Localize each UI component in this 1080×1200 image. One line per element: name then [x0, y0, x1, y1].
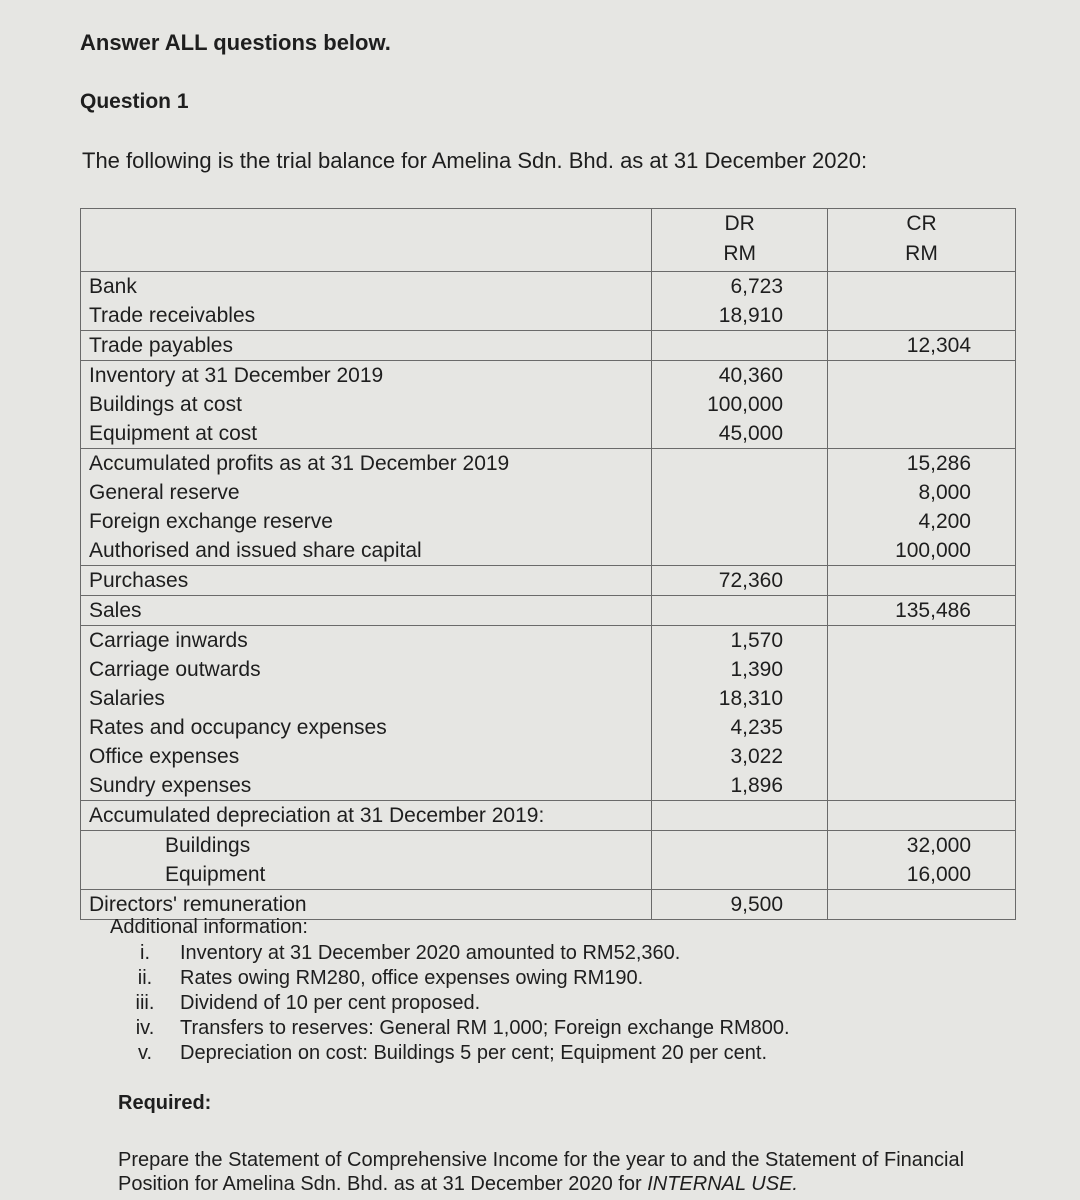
item-number: i.: [140, 942, 150, 964]
debit-amount: 18,910: [718, 304, 784, 327]
debit-amount: 45,000: [718, 422, 784, 445]
item-number: v.: [137, 1042, 153, 1064]
account-name-cell: [81, 361, 652, 449]
account-name: Salaries: [89, 687, 165, 710]
credit-amount-cell: [828, 566, 1016, 596]
account-name: Directors' remuneration: [89, 893, 307, 916]
debit-amount-cell: [652, 272, 828, 331]
debit-amount: 3,022: [730, 745, 784, 768]
item-text: Dividend of 10 per cent proposed.: [180, 992, 481, 1014]
account-name: Foreign exchange reserve: [89, 510, 333, 533]
credit-amount: 8,000: [918, 481, 971, 504]
credit-amount: [832, 742, 971, 771]
account-name: General reserve: [89, 481, 240, 504]
item-number: ii.: [137, 967, 153, 989]
debit-amount: [656, 331, 783, 360]
additional-title: Additional information:: [110, 916, 308, 938]
table-row-group: [81, 449, 1016, 566]
debit-amount: [656, 507, 783, 536]
instructions-heading: Answer ALL questions below.: [80, 30, 391, 55]
debit-amount: 18,310: [718, 687, 784, 710]
credit-amount: [832, 684, 971, 713]
account-name: Buildings at cost: [89, 393, 242, 416]
debit-amount: [656, 860, 783, 889]
account-name-cell: [81, 890, 652, 920]
table-header-row: [81, 209, 1016, 272]
account-name: Sundry expenses: [89, 774, 252, 797]
credit-amount: [832, 301, 971, 330]
account-name: Equipment: [165, 863, 266, 886]
debit-amount: 6,723: [730, 275, 784, 298]
debit-amount-cell: [652, 596, 828, 626]
debit-amount: 4,235: [730, 716, 784, 739]
credit-amount-cell: [828, 272, 1016, 331]
table-row-group: [81, 801, 1016, 831]
account-name: Sales: [89, 599, 142, 622]
credit-amount-cell: [828, 596, 1016, 626]
account-name: Buildings: [165, 834, 251, 857]
cr-header-unit: RM: [905, 242, 938, 265]
credit-amount: [832, 390, 971, 419]
cr-header-label: CR: [906, 212, 937, 235]
debit-amount: [656, 801, 783, 830]
credit-amount: [832, 655, 971, 684]
account-name-cell: [81, 596, 652, 626]
credit-amount: 15,286: [906, 452, 971, 475]
item-number: iii.: [135, 992, 155, 1014]
credit-amount: [832, 419, 971, 448]
debit-amount-cell: [652, 626, 828, 801]
debit-amount: [656, 536, 783, 565]
debit-amount: 72,360: [718, 569, 784, 592]
account-name-cell: [81, 801, 652, 831]
account-name-cell: [81, 626, 652, 801]
debit-amount-cell: [652, 361, 828, 449]
account-name: Inventory at 31 December 2019: [89, 364, 384, 387]
credit-amount: [832, 566, 971, 595]
debit-amount-cell: [652, 801, 828, 831]
account-name: Trade payables: [89, 334, 233, 357]
account-name: Rates and occupancy expenses: [89, 716, 387, 739]
account-name-cell: [81, 566, 652, 596]
credit-amount: 12,304: [906, 334, 971, 357]
credit-amount: 135,486: [895, 599, 971, 622]
debit-amount: [656, 596, 783, 625]
account-name: Authorised and issued share capital: [89, 539, 422, 562]
additional-list: [110, 941, 790, 1066]
account-name: Bank: [89, 275, 137, 298]
required-text-italic: INTERNAL USE.: [647, 1173, 798, 1195]
item-text: Inventory at 31 December 2020 amounted to RM52,360.: [180, 942, 681, 964]
credit-amount-cell: [828, 801, 1016, 831]
account-name: Purchases: [89, 569, 189, 592]
required-text: [118, 1148, 998, 1196]
credit-amount-cell: [828, 361, 1016, 449]
item-number: iv.: [135, 1017, 155, 1039]
dr-header: [652, 209, 828, 272]
dr-header-unit: RM: [723, 242, 757, 265]
table-row-group: [81, 566, 1016, 596]
question-title: Question 1: [80, 90, 189, 113]
account-name: Office expenses: [89, 745, 240, 768]
credit-amount: 4,200: [918, 510, 971, 533]
account-name: Accumulated profits as at 31 December 2019: [89, 452, 510, 475]
debit-amount: 100,000: [707, 393, 784, 416]
table-row-group: [81, 331, 1016, 361]
debit-amount: 1,896: [730, 774, 784, 797]
dr-header-label: DR: [724, 212, 755, 235]
debit-amount: [656, 831, 783, 860]
debit-amount-cell: [652, 331, 828, 361]
table-row-group: [81, 890, 1016, 920]
account-name: Equipment at cost: [89, 422, 258, 445]
item-text: Depreciation on cost: Buildings 5 per cent; Equipment 20 per cent.: [180, 1042, 768, 1064]
account-name: Carriage outwards: [89, 658, 261, 681]
trial-balance-body: [81, 272, 1016, 920]
credit-amount: [832, 626, 971, 655]
list-item: [110, 1016, 790, 1041]
list-item: [110, 991, 790, 1016]
credit-amount-cell: [828, 331, 1016, 361]
debit-amount: 1,570: [730, 629, 784, 652]
required-label: Required:: [118, 1092, 212, 1114]
credit-amount: [832, 801, 971, 830]
account-name: Carriage inwards: [89, 629, 248, 652]
item-text: Rates owing RM280, office expenses owing RM190.: [180, 967, 644, 989]
list-item: [110, 966, 790, 991]
account-name-cell: [81, 272, 652, 331]
credit-amount: [832, 890, 971, 919]
debit-amount: 40,360: [718, 364, 784, 387]
credit-amount-cell: [828, 890, 1016, 920]
debit-amount-cell: [652, 566, 828, 596]
table-row-group: [81, 596, 1016, 626]
debit-amount: 9,500: [730, 893, 784, 916]
debit-amount: 1,390: [730, 658, 784, 681]
debit-amount-cell: [652, 890, 828, 920]
additional-information: [110, 916, 790, 1066]
account-name-cell: [81, 449, 652, 566]
debit-amount: [656, 478, 783, 507]
list-item: [110, 941, 790, 966]
account-name: Trade receivables: [89, 304, 256, 327]
trial-balance-table: [80, 208, 1016, 920]
table-row-group: [81, 272, 1016, 331]
debit-amount: [656, 449, 783, 478]
table-row-group: [81, 831, 1016, 890]
cr-header: [828, 209, 1016, 272]
credit-amount: [832, 713, 971, 742]
debit-amount-cell: [652, 831, 828, 890]
account-name: Accumulated depreciation at 31 December 2019:: [89, 804, 545, 827]
list-item: [110, 1041, 790, 1066]
table-row-group: [81, 361, 1016, 449]
required-text-main: Prepare the Statement of Comprehensive Income for the year to and the Statement of Financial Position for Amelina Sdn. Bhd. as at 31 December 2020 for: [118, 1149, 965, 1195]
credit-amount: [832, 361, 971, 390]
credit-amount: 16,000: [906, 863, 971, 886]
credit-amount: [832, 272, 971, 301]
account-name-cell: [81, 331, 652, 361]
debit-amount-cell: [652, 449, 828, 566]
credit-amount-cell: [828, 626, 1016, 801]
credit-amount-cell: [828, 449, 1016, 566]
credit-amount: 100,000: [895, 539, 971, 562]
account-name-cell: [81, 831, 652, 890]
credit-amount-cell: [828, 831, 1016, 890]
credit-amount: 32,000: [906, 834, 971, 857]
particulars-header: [81, 209, 652, 272]
table-row-group: [81, 626, 1016, 801]
question-intro: The following is the trial balance for Amelina Sdn. Bhd. as at 31 December 2020:: [82, 148, 868, 173]
item-text: Transfers to reserves: General RM 1,000; Foreign exchange RM800.: [180, 1017, 790, 1039]
credit-amount: [832, 771, 971, 800]
